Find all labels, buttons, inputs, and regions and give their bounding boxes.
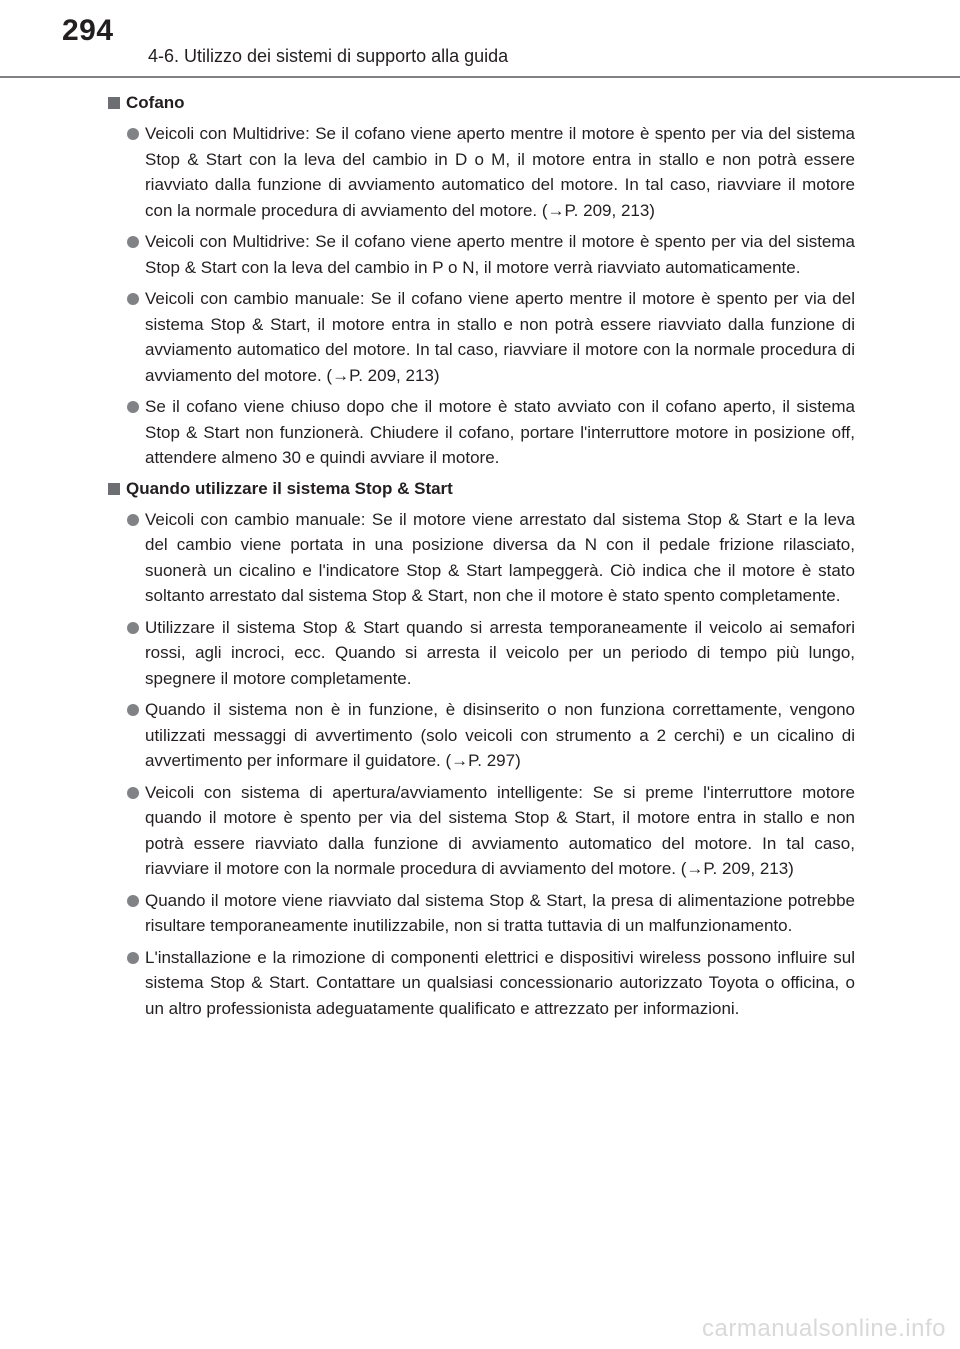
list-item	[108, 888, 855, 939]
watermark: carmanualsonline.info	[702, 1315, 946, 1342]
section-cofano	[108, 91, 855, 471]
list-item	[108, 697, 855, 774]
list-item-text: Se il cofano viene chiuso dopo che il motore è stato avviato con il cofano aperto, il sistema Stop & Start non funzionerà. Chiudere il cofano, portare l'interruttore motore in posizione off, attendere almeno 30 e quindi avviare il motore.	[145, 397, 855, 467]
circle-bullet-icon	[127, 401, 139, 413]
list-item-text: Veicoli con Multidrive: Se il cofano viene aperto mentre il motore è spento per via del sistema Stop & Start con la leva del cambio in D o M, il motore entra in stallo e non potrà essere riavviato dalla funzione di avviamento automatico del motore. In tal caso, riavviare il motore con la normale procedura di avviamento del motore. (→P. 209, 213)	[145, 124, 855, 220]
header-divider	[0, 76, 960, 78]
circle-bullet-icon	[127, 293, 139, 305]
section-title	[108, 91, 855, 115]
circle-bullet-icon	[127, 514, 139, 526]
section-title-text: Cofano	[126, 93, 185, 112]
list-item	[108, 229, 855, 280]
square-bullet-icon	[108, 97, 120, 109]
list-item	[108, 507, 855, 609]
list-item-text: Quando il motore viene riavviato dal sistema Stop & Start, la presa di alimentazione potrebbe risultare temporaneamente inutilizzabile, non si tratta tuttavia di un malfunzionamento.	[145, 890, 855, 935]
list-item-text: Quando il sistema non è in funzione, è disinserito o non funziona correttamente, vengono utilizzati messaggi di avvertimento (solo veicoli con strumento a 2 cerchi) e un cicalino di avvertimento per informare il guidatore. (→P. 297)	[145, 700, 855, 770]
list-item	[108, 945, 855, 1022]
chapter-title: 4-6. Utilizzo dei sistemi di supporto alla guida	[148, 46, 509, 66]
square-bullet-icon	[108, 483, 120, 495]
page-header	[0, 0, 960, 78]
list-item	[108, 121, 855, 223]
circle-bullet-icon	[127, 236, 139, 248]
circle-bullet-icon	[127, 952, 139, 964]
section-title	[108, 477, 855, 501]
list-item-text: Veicoli con sistema di apertura/avviamento intelligente: Se si preme l'interruttore motore quando il motore è spento per via del sistema Stop & Start, il motore entra in stallo e non potrà essere riavviato dalla funzione di avviamento automatico del motore. In tal caso, riavviare il motore con la normale procedura di avviamento del motore. (→P. 209, 213)	[145, 782, 855, 878]
circle-bullet-icon	[127, 128, 139, 140]
section-quando-utilizzare	[108, 477, 855, 1022]
circle-bullet-icon	[127, 895, 139, 907]
list-item-text: Veicoli con cambio manuale: Se il motore viene arrestato dal sistema Stop & Start e la leva del cambio viene portata in una posizione diversa da N con il pedale frizione rilasciato, suonerà un cicalino e l'indicatore Stop & Start lampeggerà. Ciò indica che il motore è stato soltanto arrestato dal sistema Stop & Start, non che il motore è stato spento completamente.	[145, 509, 855, 605]
list-item	[108, 394, 855, 471]
list-item-text: L'installazione e la rimozione di componenti elettrici e dispositivi wireless possono influire sul sistema Stop & Start. Contattare un qualsiasi concessionario autorizzato Toyota o officina, o un altro professionista adeguatamente qualificato e attrezzato per informazioni.	[145, 947, 855, 1018]
circle-bullet-icon	[127, 622, 139, 634]
page-content	[108, 91, 855, 1027]
circle-bullet-icon	[127, 704, 139, 716]
list-item	[108, 286, 855, 388]
list-item-text: Veicoli con Multidrive: Se il cofano viene aperto mentre il motore è spento per via del sistema Stop & Start con la leva del cambio in P o N, il motore verrà riavviato automaticamente.	[145, 232, 855, 277]
list-item	[108, 780, 855, 882]
page-number: 294	[62, 14, 114, 47]
list-item-text: Utilizzare il sistema Stop & Start quando si arresta temporaneamente il veicolo ai semafori rossi, agli incroci, ecc. Quando si arresta il veicolo per un periodo di tempo più lungo, spegnere il motore completamente.	[145, 617, 855, 688]
circle-bullet-icon	[127, 787, 139, 799]
list-item	[108, 615, 855, 692]
list-item-text: Veicoli con cambio manuale: Se il cofano viene aperto mentre il motore è spento per via del sistema Stop & Start, il motore entra in stallo e non potrà essere riavviato dalla funzione di avviamento automatico del motore. In tal caso, riavviare il motore con la normale procedura di avviamento del motore. (→P. 209, 213)	[145, 289, 855, 385]
section-title-text: Quando utilizzare il sistema Stop & Start	[126, 478, 453, 498]
